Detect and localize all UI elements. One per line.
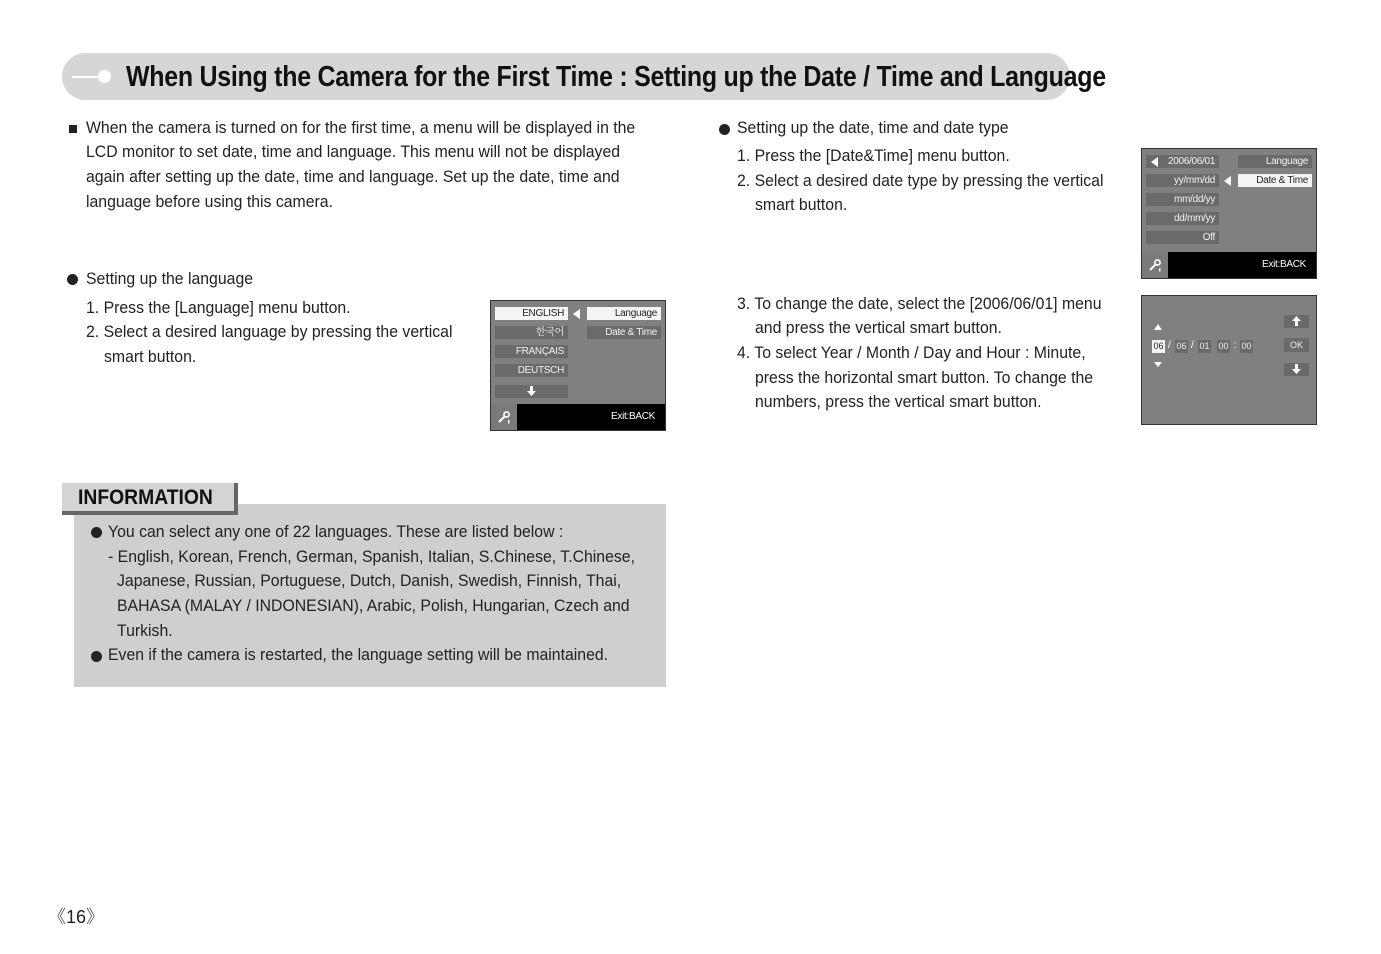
language-step-2-cont: smart button. — [104, 347, 197, 366]
page-number: 《16》 — [48, 907, 105, 927]
date-step-3: 3. To change the date, select the [2006/06/01] menu — [737, 294, 1102, 313]
date-separator: / — [1168, 340, 1171, 351]
title-decoration-dot — [98, 70, 111, 83]
language-heading: Setting up the language — [86, 269, 254, 288]
info-line-3: Japanese, Russian, Portuguese, Dutch, Danish, Swedish, Finnish, Thai, — [117, 571, 622, 590]
info-line-2: - English, Korean, French, German, Spanish, Italian, S.Chinese, T.Chinese, — [108, 547, 635, 566]
bullet-icon — [67, 274, 78, 285]
arrow-left-icon — [1224, 176, 1231, 186]
down-button[interactable] — [1284, 363, 1309, 376]
square-bullet-icon — [69, 125, 77, 133]
date-step-4-cont-2: numbers, press the vertical smart button. — [755, 392, 1042, 411]
date-step-3-cont: and press the vertical smart button. — [755, 318, 1002, 337]
hour-field[interactable]: 00 — [1218, 341, 1229, 351]
intro-line-3: again after setting up the date, time and language. Set up the date, time and — [86, 167, 620, 186]
info-line-6: Even if the camera is restarted, the language setting will be maintained. — [108, 645, 609, 664]
bullet-icon — [719, 124, 730, 135]
year-field[interactable]: 06 — [1153, 341, 1164, 351]
lcd-option-mmddyy[interactable]: mm/dd/yy — [1146, 193, 1219, 206]
bullet-icon — [91, 527, 102, 538]
lcd-option-korean[interactable]: 한국어 — [495, 326, 568, 339]
arrow-left-icon — [573, 309, 580, 319]
lcd-tab-date-time[interactable]: Date & Time — [587, 326, 661, 339]
time-lcd-screen — [1141, 295, 1317, 425]
date-step-4-cont: press the horizontal smart button. To change the — [755, 368, 1094, 387]
date-heading: Setting up the date, time and date type — [737, 118, 1009, 137]
date-step-2-cont: smart button. — [755, 195, 848, 214]
arrow-down-icon — [527, 386, 536, 397]
lcd-option-english[interactable]: ENGLISH — [495, 307, 568, 320]
bullet-icon — [91, 651, 102, 662]
arrow-left-icon — [1151, 157, 1158, 167]
wrench-icon — [1148, 258, 1162, 272]
arrow-up-icon — [1292, 316, 1301, 327]
arrow-down-icon — [1292, 364, 1301, 375]
exit-back-label: Exit:BACK — [611, 411, 655, 422]
page-title: When Using the Camera for the First Time : Setting up the Date / Time and Language — [126, 61, 1106, 93]
lcd-tab-date-time[interactable]: Date & Time — [1238, 174, 1312, 187]
date-step-4: 4. To select Year / Month / Day and Hour : Minute, — [737, 343, 1086, 362]
intro-line-2: LCD monitor to set date, time and language. This menu will not be displayed — [86, 142, 621, 161]
date-separator: / — [1191, 340, 1194, 351]
wrench-icon — [497, 410, 511, 424]
lcd-bottom-bar — [1142, 252, 1316, 278]
lcd-option-french[interactable]: FRANÇAIS — [495, 345, 568, 358]
lcd-bottom-bar — [491, 404, 665, 430]
arrow-up-icon — [1154, 324, 1162, 330]
info-line-1: You can select any one of 22 languages. These are listed below : — [108, 522, 564, 541]
up-button[interactable] — [1284, 315, 1309, 328]
lcd-option-german[interactable]: DEUTSCH — [495, 364, 568, 377]
exit-back-label: Exit:BACK — [1262, 259, 1306, 270]
lcd-tab-language[interactable]: Language — [1238, 155, 1312, 168]
lcd-option-date-value[interactable]: 2006/06/01 — [1146, 155, 1219, 168]
information-label: INFORMATION — [78, 486, 213, 509]
arrow-down-icon — [1154, 362, 1162, 367]
info-line-4: BAHASA (MALAY / INDONESIAN), Arabic, Polish, Hungarian, Czech and — [117, 596, 630, 615]
minute-field[interactable]: 00 — [1241, 341, 1252, 351]
lcd-option-ddmmyy[interactable]: dd/mm/yy — [1146, 212, 1219, 225]
date-lcd-screen — [1141, 148, 1317, 279]
info-line-5: Turkish. — [117, 621, 173, 640]
lcd-option-off[interactable]: Off — [1146, 231, 1219, 244]
language-step-2: 2. Select a desired language by pressing the vertical — [86, 322, 453, 341]
date-step-1: 1. Press the [Date&Time] menu button. — [737, 146, 1010, 165]
language-step-1: 1. Press the [Language] menu button. — [86, 298, 351, 317]
setup-tab[interactable] — [491, 404, 517, 430]
intro-line-4: language before using this camera. — [86, 192, 333, 211]
ok-button[interactable]: OK — [1284, 338, 1309, 352]
date-step-2: 2. Select a desired date type by pressing the vertical — [737, 171, 1104, 190]
intro-line-1: When the camera is turned on for the first time, a menu will be displayed in the — [86, 118, 636, 137]
day-field[interactable]: 01 — [1199, 341, 1210, 351]
lcd-more-button[interactable] — [495, 385, 568, 398]
month-field[interactable]: 06 — [1176, 341, 1187, 351]
lcd-option-yymmdd[interactable]: yy/mm/dd — [1146, 174, 1219, 187]
time-separator: : — [1234, 340, 1237, 351]
lcd-tab-language[interactable]: Language — [587, 307, 661, 320]
language-lcd-screen — [490, 300, 666, 431]
setup-tab[interactable] — [1142, 252, 1168, 278]
